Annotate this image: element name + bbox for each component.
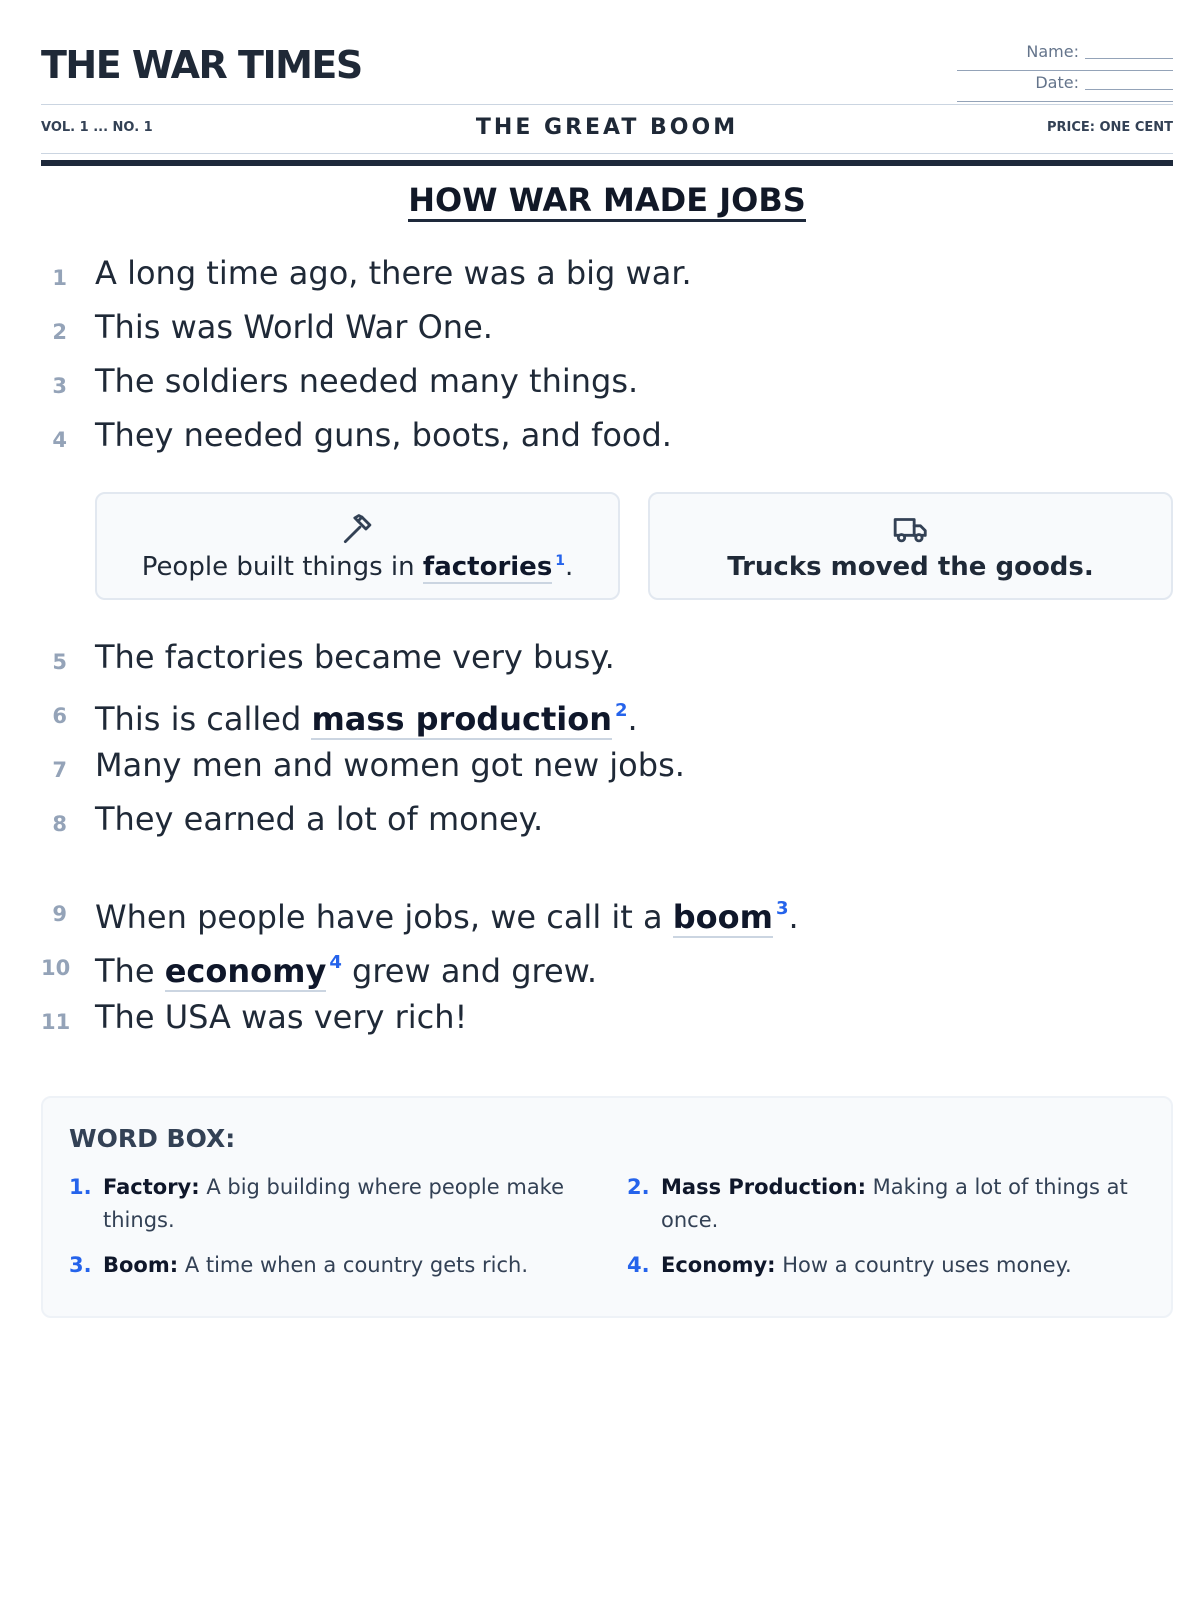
term-economy: economy — [164, 952, 327, 990]
word-number: 3. — [69, 1253, 92, 1277]
line-number: 11 — [41, 1010, 71, 1034]
line-number: 4 — [52, 428, 67, 452]
line-text: A long time ago, there was a big war. — [95, 254, 692, 292]
line-number: 5 — [52, 650, 67, 674]
word-box-item — [69, 1171, 587, 1237]
line-number: 1 — [52, 266, 67, 290]
word-term: Factory: — [103, 1175, 200, 1199]
line-number: 6 — [52, 704, 67, 728]
factory-card — [95, 492, 620, 600]
truck-card — [648, 492, 1173, 600]
text-line — [41, 936, 1173, 990]
date-blank[interactable] — [1085, 83, 1173, 90]
word-box-item — [627, 1171, 1145, 1237]
line-group-1 — [41, 246, 1173, 462]
truck-icon — [892, 510, 930, 548]
line-group-3 — [41, 882, 1173, 1044]
word-box — [41, 1096, 1173, 1318]
worksheet-page — [41, 0, 1173, 1318]
footnote-marker: 2 — [614, 700, 628, 721]
date-field[interactable] — [957, 71, 1173, 102]
text-line — [41, 354, 1173, 408]
word-definition: How a country uses money. — [775, 1253, 1072, 1277]
hammer-icon — [339, 510, 377, 548]
text-line — [41, 684, 1173, 738]
truck-caption: Trucks moved the goods. — [727, 552, 1094, 582]
headline-text: HOW WAR MADE JOBS — [408, 181, 806, 222]
text-line — [41, 300, 1173, 354]
word-box-title: WORD BOX: — [69, 1124, 236, 1153]
line-number: 7 — [52, 758, 67, 782]
footnote-marker: 4 — [329, 952, 342, 973]
text-line — [41, 792, 1173, 846]
term-boom: boom — [672, 898, 773, 936]
word-box-item — [69, 1249, 587, 1282]
line-text: The factories became very busy. — [95, 638, 615, 676]
word-definition: A big building where people make things. — [103, 1175, 565, 1232]
word-number: 4. — [627, 1253, 650, 1277]
factory-caption — [97, 552, 618, 582]
issue-info-bar — [41, 104, 1173, 154]
line-number: 8 — [52, 812, 67, 836]
line-text-end: grew and grew. — [341, 952, 598, 990]
line-text: They needed guns, boots, and food. — [95, 416, 672, 454]
word-term: Economy: — [661, 1253, 776, 1277]
line-text-end: . — [627, 700, 638, 738]
word-definition: Making a lot of things at once. — [661, 1175, 1128, 1232]
text-line — [41, 990, 1173, 1044]
name-label: Name: — [1026, 42, 1079, 61]
line-group-2 — [41, 630, 1173, 846]
masthead-rule — [41, 160, 1173, 166]
word-number: 1. — [69, 1175, 92, 1199]
line-text: This was World War One. — [95, 308, 493, 346]
word-definition: A time when a country gets rich. — [178, 1253, 528, 1277]
section-title: THE GREAT BOOM — [475, 115, 739, 140]
word-term: Mass Production: — [661, 1175, 866, 1199]
name-field[interactable] — [957, 40, 1173, 71]
masthead — [41, 0, 1173, 104]
line-text: They earned a lot of money. — [95, 800, 544, 838]
factory-caption-text: People built things in — [141, 552, 423, 582]
newspaper-title: THE WAR TIMES — [41, 43, 362, 87]
line-number: 9 — [52, 902, 67, 926]
line-text: The USA was very rich! — [95, 998, 468, 1036]
footnote-marker: 3 — [775, 898, 789, 919]
article-headline — [41, 182, 1173, 238]
name-blank[interactable] — [1085, 52, 1173, 59]
line-number: 3 — [52, 374, 67, 398]
text-line — [41, 246, 1173, 300]
student-fields — [957, 40, 1173, 102]
text-line — [41, 630, 1173, 684]
text-line — [41, 408, 1173, 462]
line-text: The — [95, 952, 165, 990]
word-number: 2. — [627, 1175, 650, 1199]
word-term: Boom: — [103, 1253, 179, 1277]
picture-cards — [95, 492, 1173, 600]
line-text: This is called — [95, 700, 312, 738]
caption-period: . — [565, 552, 574, 582]
line-number: 10 — [41, 956, 71, 980]
line-number: 2 — [52, 320, 67, 344]
price-label: PRICE: ONE CENT — [1046, 120, 1173, 135]
line-text: When people have jobs, we call it a — [95, 898, 673, 936]
line-text: The soldiers needed many things. — [95, 362, 639, 400]
text-line — [41, 882, 1173, 936]
line-text: Many men and women got new jobs. — [95, 746, 685, 784]
word-box-item — [627, 1249, 1145, 1282]
term-factories: factories — [422, 552, 553, 582]
text-line — [41, 738, 1173, 792]
line-text-end: . — [788, 898, 799, 936]
date-label: Date: — [1035, 73, 1079, 92]
term-mass-production: mass production — [311, 700, 612, 738]
word-box-list — [69, 1171, 1145, 1282]
volume-number: VOL. 1 ... NO. 1 — [41, 120, 153, 135]
footnote-marker: 1 — [555, 553, 566, 569]
